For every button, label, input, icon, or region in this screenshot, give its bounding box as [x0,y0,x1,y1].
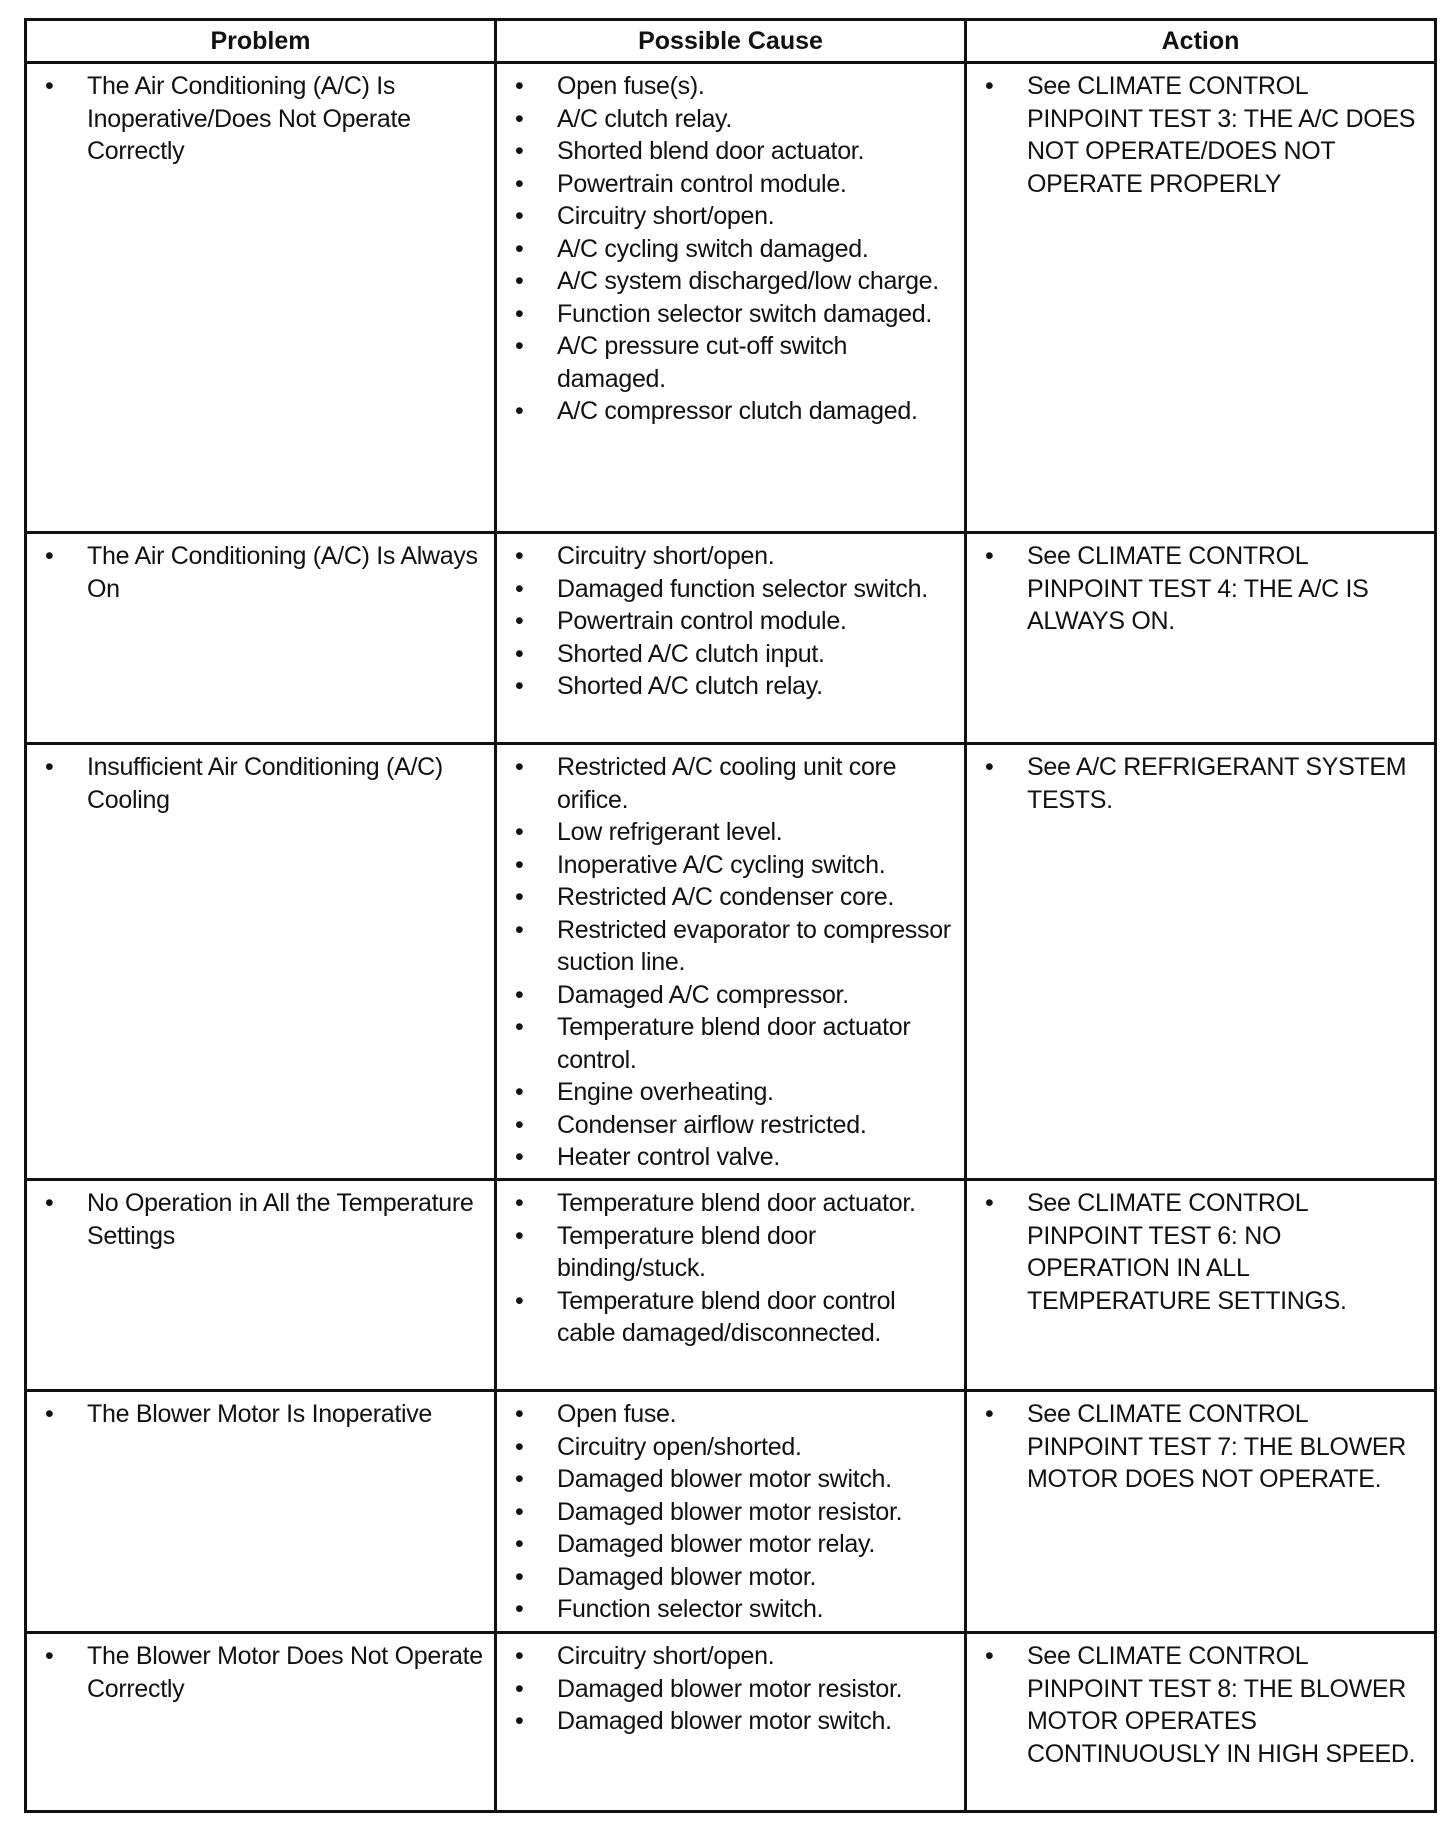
cause-cell [496,1391,966,1633]
item-text: A/C clutch relay. [557,104,733,133]
bullet-icon: • [515,980,524,1009]
list-item [505,573,956,606]
list-item [505,816,956,849]
list-item [505,395,956,428]
item-text: A/C compressor clutch damaged. [557,397,918,425]
item-text: Open fuse. [557,1400,677,1428]
bullet-icon: • [515,1530,524,1558]
bullet-icon: • [515,1562,524,1591]
list-item [505,1640,956,1673]
item-text: Open fuse(s). [557,72,705,100]
list-item [505,1398,956,1431]
list-item [505,540,956,573]
bullet-icon: • [515,672,524,700]
list-item [505,979,956,1012]
problem-cell [26,1633,496,1812]
header-problem: Problem [26,20,496,63]
item-text: Restricted A/C condenser core. [557,883,894,911]
item-text: Shorted blend door actuator. [557,137,865,165]
list-item [505,1076,956,1109]
bullet-icon: • [515,397,524,425]
bullet-icon: • [515,332,524,360]
item-text: Circuitry open/shorted. [557,1432,802,1461]
cause-cell [496,744,966,1180]
list-item [505,605,956,638]
item-text: Damaged blower motor switch. [557,1707,892,1735]
list-item [505,638,956,671]
item-text: A/C system discharged/low charge. [557,267,939,295]
bullet-icon: • [515,1707,524,1735]
bullet-icon: • [515,202,524,230]
list-item [505,265,956,298]
bullet-icon: • [515,1078,524,1106]
item-text: Damaged A/C compressor. [557,980,849,1009]
list-item [505,1431,956,1464]
item-text: Damaged blower motor resistor. [557,1674,903,1703]
table-row [26,1633,1436,1812]
bullet-icon: • [985,1400,994,1428]
list-item [975,540,1426,638]
list-item [35,1398,486,1431]
cause-cell [496,63,966,533]
item-text: See CLIMATE CONTROL PINPOINT TEST 7: THE BLOWER MOTOR DOES NOT OPERATE. [1027,1400,1407,1493]
problem-cell [26,533,496,744]
list-item [35,751,486,816]
item-text: Inoperative A/C cycling switch. [557,850,886,879]
bullet-icon: • [515,1143,524,1171]
table-row [26,533,1436,744]
item-text: The Blower Motor Is Inoperative [87,1400,433,1428]
bullet-icon: • [515,542,524,570]
list-item [975,751,1426,816]
bullet-icon: • [515,104,524,133]
item-text: Temperature blend door actuator control. [557,1013,911,1074]
header-cause: Possible Cause [496,20,966,63]
cause-cell [496,533,966,744]
item-text: Damaged blower motor switch. [557,1465,892,1493]
list-item [505,200,956,233]
bullet-icon: • [515,1400,524,1428]
item-text: Circuitry short/open. [557,1642,775,1670]
item-text: The Air Conditioning (A/C) Is Inoperative/Does Not Operate Correctly [87,72,411,165]
list-item [505,1705,956,1738]
list-item [505,1011,956,1076]
list-item [505,670,956,703]
item-text: Temperature blend door actuator. [557,1189,916,1217]
item-text: Temperature blend door binding/stuck. [557,1221,816,1282]
list-item [505,298,956,331]
item-text: See CLIMATE CONTROL PINPOINT TEST 4: THE A/C IS ALWAYS ON. [1027,542,1369,635]
item-text: Powertrain control module. [557,607,847,635]
bullet-icon: • [515,169,524,198]
item-text: No Operation in All the Temperature Settings [87,1189,474,1250]
list-item [505,330,956,395]
bullet-icon: • [985,72,994,100]
item-text: Damaged function selector switch. [557,574,928,603]
item-text: Circuitry short/open. [557,202,775,230]
list-item [35,1187,486,1252]
action-cell [966,1180,1436,1391]
bullet-icon: • [45,1189,54,1217]
item-text: Powertrain control module. [557,169,847,198]
item-text: A/C cycling switch damaged. [557,234,869,263]
list-item [505,881,956,914]
bullet-icon: • [515,1497,524,1526]
item-text: Function selector switch damaged. [557,299,933,328]
item-text: Low refrigerant level. [557,818,783,846]
item-text: Insufficient Air Conditioning (A/C) Cooling [87,753,443,814]
list-item [35,540,486,605]
item-text: Condenser airflow restricted. [557,1110,867,1139]
list-item [505,1285,956,1350]
item-text: Shorted A/C clutch relay. [557,672,823,700]
bullet-icon: • [515,1674,524,1703]
bullet-icon: • [515,1189,524,1217]
list-item [505,103,956,136]
cause-cell [496,1633,966,1812]
bullet-icon: • [515,137,524,165]
bullet-icon: • [45,753,54,781]
item-text: Shorted A/C clutch input. [557,639,825,668]
list-item [505,1220,956,1285]
list-item [975,1187,1426,1317]
item-text: Temperature blend door control cable damaged/disconnected. [557,1286,896,1347]
list-item [975,1398,1426,1496]
problem-cell [26,744,496,1180]
item-text: See CLIMATE CONTROL PINPOINT TEST 8: THE BLOWER MOTOR OPERATES CONTINUOUSLY IN HIGH SPEED. [1027,1642,1416,1768]
bullet-icon: • [515,818,524,846]
problem-cell [26,1391,496,1633]
item-text: Damaged blower motor. [557,1562,817,1591]
action-cell [966,1391,1436,1633]
bullet-icon: • [515,1221,524,1250]
item-text: See CLIMATE CONTROL PINPOINT TEST 6: NO OPERATION IN ALL TEMPERATURE SETTINGS. [1027,1189,1347,1315]
item-text: Engine overheating. [557,1078,774,1106]
bullet-icon: • [515,574,524,603]
header-action: Action [966,20,1436,63]
item-text: The Air Conditioning (A/C) Is Always On [87,542,478,603]
bullet-icon: • [515,607,524,635]
bullet-icon: • [45,72,54,100]
item-text: Damaged blower motor resistor. [557,1497,903,1526]
table-row [26,1180,1436,1391]
list-item [505,1463,956,1496]
list-item [975,1640,1426,1770]
header-row [26,20,1436,63]
bullet-icon: • [515,1642,524,1670]
bullet-icon: • [515,850,524,879]
list-item [505,233,956,266]
list-item [505,1109,956,1142]
bullet-icon: • [515,267,524,295]
list-item [505,1593,956,1626]
problem-cell [26,63,496,533]
bullet-icon: • [515,1286,524,1315]
list-item [505,1673,956,1706]
item-text: Circuitry short/open. [557,542,775,570]
list-item [975,70,1426,200]
bullet-icon: • [985,1642,994,1670]
list-item [505,751,956,816]
bullet-icon: • [985,542,994,570]
list-item [35,1640,486,1705]
action-cell [966,533,1436,744]
bullet-icon: • [515,915,524,944]
item-text: Restricted A/C cooling unit core orifice. [557,753,897,814]
action-cell [966,744,1436,1180]
list-item [505,1528,956,1561]
action-cell [966,63,1436,533]
item-text: Restricted evaporator to compressor suction line. [557,915,951,976]
list-item [505,914,956,979]
item-text: Function selector switch. [557,1595,824,1623]
table-row [26,744,1436,1180]
list-item [505,1141,956,1174]
bullet-icon: • [515,1110,524,1139]
bullet-icon: • [515,72,524,100]
action-cell [966,1633,1436,1812]
bullet-icon: • [515,883,524,911]
problem-cell [26,1180,496,1391]
bullet-icon: • [45,1400,54,1428]
bullet-icon: • [515,639,524,668]
bullet-icon: • [515,1432,524,1461]
list-item [505,168,956,201]
list-item [35,70,486,168]
bullet-icon: • [45,542,54,570]
bullet-icon: • [985,753,994,781]
bullet-icon: • [985,1189,994,1217]
table-row [26,1391,1436,1633]
list-item [505,1561,956,1594]
item-text: Heater control valve. [557,1143,780,1171]
item-text: Damaged blower motor relay. [557,1530,875,1558]
list-item [505,70,956,103]
item-text: See CLIMATE CONTROL PINPOINT TEST 3: THE A/C DOES NOT OPERATE/DOES NOT OPERATE PROPERLY [1027,72,1416,198]
list-item [505,1187,956,1220]
bullet-icon: • [515,753,524,781]
troubleshooting-table [24,18,1437,1813]
item-text: See A/C REFRIGERANT SYSTEM TESTS. [1027,753,1407,814]
bullet-icon: • [515,299,524,328]
item-text: The Blower Motor Does Not Operate Correctly [87,1642,483,1703]
bullet-icon: • [45,1642,54,1670]
bullet-icon: • [515,1013,524,1041]
list-item [505,849,956,882]
bullet-icon: • [515,234,524,263]
cause-cell [496,1180,966,1391]
list-item [505,135,956,168]
table-row [26,63,1436,533]
bullet-icon: • [515,1465,524,1493]
item-text: A/C pressure cut-off switch damaged. [557,332,848,393]
bullet-icon: • [515,1595,524,1623]
list-item [505,1496,956,1529]
